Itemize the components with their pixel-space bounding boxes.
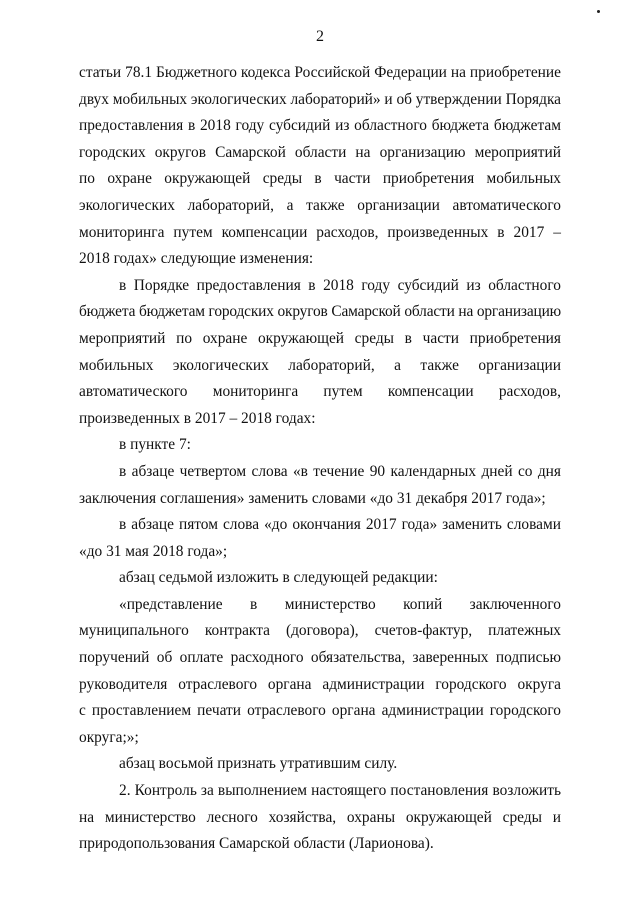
text-line: на министерство лесного хозяйства, охраны окружающей среды и (79, 808, 561, 826)
text-line: «до 31 мая 2018 года»; (79, 542, 228, 560)
text-line: природопользования Самарской области (Ларионова). (79, 835, 434, 853)
text-line: городских округов Самарской области на организацию мероприятий (79, 143, 561, 161)
text-line: экологических лабораторий, а также организации автоматического (79, 196, 561, 214)
text-line: бюджета бюджетам городских округов Самарской области на организацию (79, 303, 562, 321)
text-line: мероприятий по охране окружающей среды в части приобретения (79, 329, 561, 347)
text-line: абзац восьмой признать утратившим силу. (119, 755, 398, 773)
page-number: 2 (316, 28, 324, 45)
text-line: мобильных экологических лабораторий, а также организации (79, 356, 561, 374)
text-line: статьи 78.1 Бюджетного кодекса Российской Федерации на приобретение (79, 64, 561, 81)
text-line: 2018 годах» следующие изменения: (79, 250, 314, 268)
text-line: округа;»; (79, 728, 139, 746)
scan-speck (597, 10, 600, 13)
text-line: поручений об оплате расходного обязательства, заверенных подписью (79, 649, 561, 667)
text-line: произведенных в 2017 – 2018 годах: (79, 409, 316, 427)
text-line: предоставления в 2018 году субсидий из областного бюджета бюджетам (79, 117, 561, 135)
text-line: двух мобильных экологических лабораторий» и об утверждении Порядка (79, 90, 561, 108)
text-line: 2. Контроль за выполнением настоящего постановления возложить (119, 782, 561, 800)
text-line: автоматического мониторинга путем компенсации расходов, (79, 383, 561, 401)
text-line: с проставлением печати отраслевого органа администрации городского (79, 702, 561, 720)
text-line: по охране окружающей среды в части приобретения мобильных (79, 170, 561, 188)
text-line: руководителя отраслевого органа администрации городского округа (79, 675, 561, 693)
text-line: мониторинга путем компенсации расходов, произведенных в 2017 – (79, 223, 561, 241)
document-body (79, 60, 561, 858)
text-line: заключения соглашения» заменить словами «до 31 декабря 2017 года»; (79, 489, 546, 507)
text-line: абзац седьмой изложить в следующей редакции: (119, 569, 438, 587)
text-line: муниципального контракта (договора), счетов-фактур, платежных (79, 622, 561, 640)
text-line: в пункте 7: (119, 436, 191, 454)
text-line: в абзаце пятом слова «до окончания 2017 года» заменить словами (119, 516, 561, 534)
text-line: «представление в министерство копий заключенного (119, 595, 561, 613)
text-line: в абзаце четвертом слова «в течение 90 календарных дней со дня (119, 462, 561, 480)
text-line: в Порядке предоставления в 2018 году субсидий из областного (119, 276, 561, 294)
